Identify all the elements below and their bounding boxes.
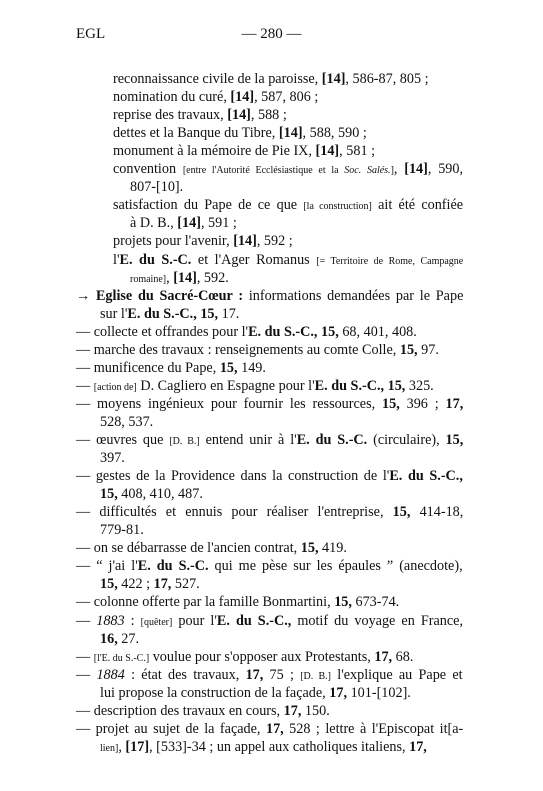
index-run: 15, <box>445 432 464 448</box>
index-run: 68. <box>392 648 414 665</box>
index-run: difficultés et ennuis pour réaliser l'entreprise, <box>99 504 393 521</box>
index-run: 15, <box>382 395 400 412</box>
index-run: E. du S.-C., <box>389 468 463 485</box>
index-run: 17, <box>245 666 264 683</box>
index-entry <box>76 720 463 738</box>
index-run: satisfaction du Pape de ce que <box>113 197 304 214</box>
index-entry <box>76 341 439 359</box>
index-run: — <box>76 558 97 575</box>
index-run: , [533]-34 ; un appel aux catholiques italiens, <box>149 738 410 755</box>
index-run: — <box>76 432 97 448</box>
index-run: 15, <box>100 576 118 593</box>
index-run: qui me pèse sur les épaules ” (anecdote), <box>208 558 463 575</box>
index-run: 97. <box>417 341 439 358</box>
index-run: voulue pour s'opposer aux Protestants, <box>149 648 375 665</box>
index-run: [14] <box>173 269 197 286</box>
index-run: [14] <box>177 215 201 232</box>
index-run: — <box>76 395 98 412</box>
index-continuation <box>130 269 229 289</box>
index-entry <box>76 612 463 632</box>
index-run: reprise des travaux, <box>113 107 228 124</box>
index-continuation <box>100 630 139 648</box>
index-run: gestes de la Providence dans la construction de l' <box>95 468 390 485</box>
index-run: , 588 ; <box>250 107 287 124</box>
index-run: 807-[10]. <box>130 179 184 196</box>
index-run: pour l' <box>172 612 217 629</box>
index-run: dettes et la Banque du Tibre, <box>113 125 279 142</box>
index-run: , <box>166 269 174 286</box>
index-run: 528 ; lettre à l'Episcopat it[a- <box>283 720 464 737</box>
index-continuation <box>130 214 237 232</box>
index-subentry <box>113 251 463 271</box>
index-run: on se débarrasse de l'ancien contrat, <box>93 540 301 557</box>
index-entry <box>76 431 463 451</box>
index-run: (circulaire), <box>367 432 446 448</box>
index-subentry <box>113 70 429 88</box>
index-run: 17, <box>445 395 464 412</box>
page-number: — 280 — <box>241 26 302 42</box>
index-run: [= Territoire de Rome, Campagne <box>316 255 464 267</box>
index-continuation <box>130 178 183 196</box>
index-run: l' <box>113 251 120 268</box>
index-run: Soc. Salés. <box>344 165 391 177</box>
index-entry <box>76 666 463 686</box>
index-run: 408, 410, 487. <box>117 486 203 503</box>
index-run: — <box>76 702 94 719</box>
index-run: moyens ingénieux pour fournir les ressources, <box>97 395 383 412</box>
index-run: 17, <box>409 738 427 755</box>
index-run: 396 ; <box>399 395 446 412</box>
index-run: 101-[102]. <box>347 684 411 701</box>
index-run: description des travaux en cours, <box>93 702 284 719</box>
index-run: : <box>124 612 141 629</box>
index-run: — <box>76 377 94 394</box>
index-entry <box>76 648 413 668</box>
index-run: 1883 <box>96 612 125 629</box>
index-run: E. du S.-C., <box>216 612 292 629</box>
index-entry <box>76 323 417 341</box>
index-run: 17. <box>218 305 240 322</box>
index-run: 17, <box>265 720 284 737</box>
index-run: 17, <box>283 702 302 719</box>
index-entry <box>76 467 463 485</box>
index-run: : état des travaux, <box>124 666 246 683</box>
index-run: Eglise du Sacré-Cœur : <box>95 287 244 304</box>
index-run: [D. B.] <box>169 436 200 447</box>
index-run: , 581 ; <box>339 143 376 160</box>
index-entry <box>76 359 266 377</box>
index-run: [14] <box>404 161 428 178</box>
index-entry <box>76 503 463 521</box>
index-run: [l'E. du S.-C.] <box>93 652 150 664</box>
index-run: convention <box>113 161 183 178</box>
index-run: [14] <box>230 89 255 106</box>
index-run: , 586-87, 805 ; <box>345 71 429 87</box>
index-run: 15, <box>392 504 411 521</box>
index-run: — <box>76 612 97 629</box>
index-run: 17, <box>153 576 172 593</box>
index-run: E. du S.-C. <box>137 558 209 575</box>
index-run: motif du voyage en France, <box>291 612 463 629</box>
index-run: [entre l'Autorité Ecclésiastique et la <box>182 165 345 177</box>
index-run: E. du S.-C., 15, <box>248 323 339 340</box>
index-subentry <box>113 106 287 124</box>
index-run: , <box>393 161 405 178</box>
index-entry <box>76 377 434 397</box>
index-run: E. du S.-C. <box>119 251 192 268</box>
index-run: — <box>76 648 94 665</box>
index-subentry <box>113 196 463 216</box>
index-run: — <box>76 359 94 376</box>
index-entry <box>76 395 463 413</box>
index-run: munificence du Pape, <box>93 359 220 376</box>
index-run: , 590, <box>427 161 464 178</box>
index-run: à D. B., <box>130 215 178 232</box>
index-run: [14] <box>278 125 303 142</box>
index-run: [14] <box>233 233 257 250</box>
index-run: 17, <box>329 684 348 701</box>
index-run: , 587, 806 ; <box>254 89 319 106</box>
index-continuation <box>100 684 411 702</box>
index-run: projet au sujet de la façade, <box>95 720 266 737</box>
index-run: colonne offerte par la famille Bonmartini, <box>93 594 335 611</box>
index-run: [la construction] <box>303 201 372 213</box>
index-run: ] <box>390 165 394 177</box>
index-run: 397. <box>100 450 125 467</box>
index-run: 15, <box>399 341 418 358</box>
index-run: [action de] <box>93 381 137 393</box>
index-continuation <box>100 575 200 593</box>
index-run: — <box>76 468 96 485</box>
index-subentry <box>113 160 463 180</box>
index-run: — <box>76 323 94 340</box>
index-run: 27. <box>117 630 140 647</box>
index-continuation <box>100 738 427 758</box>
index-run: marche des travaux : renseignements au comte Colle, <box>93 341 400 358</box>
index-run: E. du S.-C., 15, <box>127 305 219 322</box>
index-run: — <box>76 540 94 557</box>
index-continuation <box>100 413 153 431</box>
index-run: 527. <box>171 576 200 593</box>
index-continuation <box>100 305 239 323</box>
index-run: 422 ; <box>117 576 154 593</box>
index-run: 16, <box>100 630 118 647</box>
index-entry <box>76 593 399 611</box>
index-run: nomination du curé, <box>113 89 231 106</box>
index-run: “ j'ai l' <box>96 558 138 575</box>
index-run: sur l' <box>100 305 128 322</box>
index-run: [quêter] <box>140 616 173 628</box>
index-run: reconnaissance civile de la paroisse, <box>113 71 322 87</box>
index-run: 419. <box>318 540 347 557</box>
index-run: E. du S.-C. <box>296 432 368 448</box>
index-run: 414-18, <box>410 504 464 521</box>
index-run: 15, <box>300 540 319 557</box>
index-run: — <box>76 594 94 611</box>
index-entry <box>76 702 330 720</box>
index-entry <box>76 539 347 557</box>
index-run: et l'Ager Romanus <box>191 251 317 268</box>
index-run: 15, <box>100 486 118 503</box>
index-run: 150. <box>301 702 330 719</box>
index-run: entend unir à l' <box>199 432 297 448</box>
index-run: [14] <box>315 143 340 160</box>
index-continuation <box>100 485 203 503</box>
index-run: lui propose la construction de la façade, <box>100 684 330 701</box>
index-run: 1884 <box>96 666 125 683</box>
index-run: monument à la mémoire de Pie IX, <box>113 143 316 160</box>
index-run: — <box>76 341 94 358</box>
index-subentry <box>113 232 293 250</box>
index-run: , 588, 590 ; <box>302 125 367 142</box>
running-head-left: EGL <box>76 26 106 42</box>
index-run: , 591 ; <box>200 215 237 232</box>
index-run: [17] <box>125 738 150 755</box>
index-run: , <box>118 738 126 755</box>
index-run: 15, <box>334 594 352 611</box>
index-run: informations demandées par le Pape <box>243 287 464 304</box>
index-run: E. du S.-C., 15, <box>314 377 406 394</box>
index-run: 17, <box>374 648 393 665</box>
index-run: 325. <box>405 377 434 394</box>
index-run: ait été confiée <box>371 197 464 214</box>
index-run: , 592. <box>196 269 229 286</box>
index-run: 68, 401, 408. <box>338 323 417 340</box>
index-subentry <box>113 142 375 160</box>
index-run: → <box>76 287 96 304</box>
index-run: D. Cagliero en Espagne pour l' <box>136 377 315 394</box>
index-run: — <box>76 666 97 683</box>
index-subentry <box>113 124 367 142</box>
index-run: 779-81. <box>100 522 144 539</box>
index-run: 75 ; <box>263 666 301 683</box>
index-run: — <box>76 504 100 521</box>
index-continuation <box>100 521 144 539</box>
index-run: l'explique au Pape et <box>331 666 463 683</box>
index-run: œuvres que <box>96 432 170 448</box>
index-run: [D. B.] <box>300 670 331 682</box>
index-run: 528, 537. <box>100 413 154 430</box>
index-run: 15, <box>219 359 238 376</box>
index-subentry <box>113 88 318 106</box>
index-entry <box>76 557 463 575</box>
index-run: lien] <box>100 742 119 754</box>
index-run: , 592 ; <box>256 233 293 250</box>
index-continuation <box>100 449 125 467</box>
index-heading <box>76 287 463 305</box>
index-run: collecte et offrandes pour l' <box>93 323 249 340</box>
index-run: [14] <box>321 71 346 87</box>
index-run: [14] <box>227 107 251 124</box>
index-run: romaine] <box>130 273 167 285</box>
index-run: 673-74. <box>351 594 400 611</box>
index-run: — <box>76 720 96 737</box>
index-run: projets pour l'avenir, <box>113 233 234 250</box>
index-run: 149. <box>237 359 266 376</box>
